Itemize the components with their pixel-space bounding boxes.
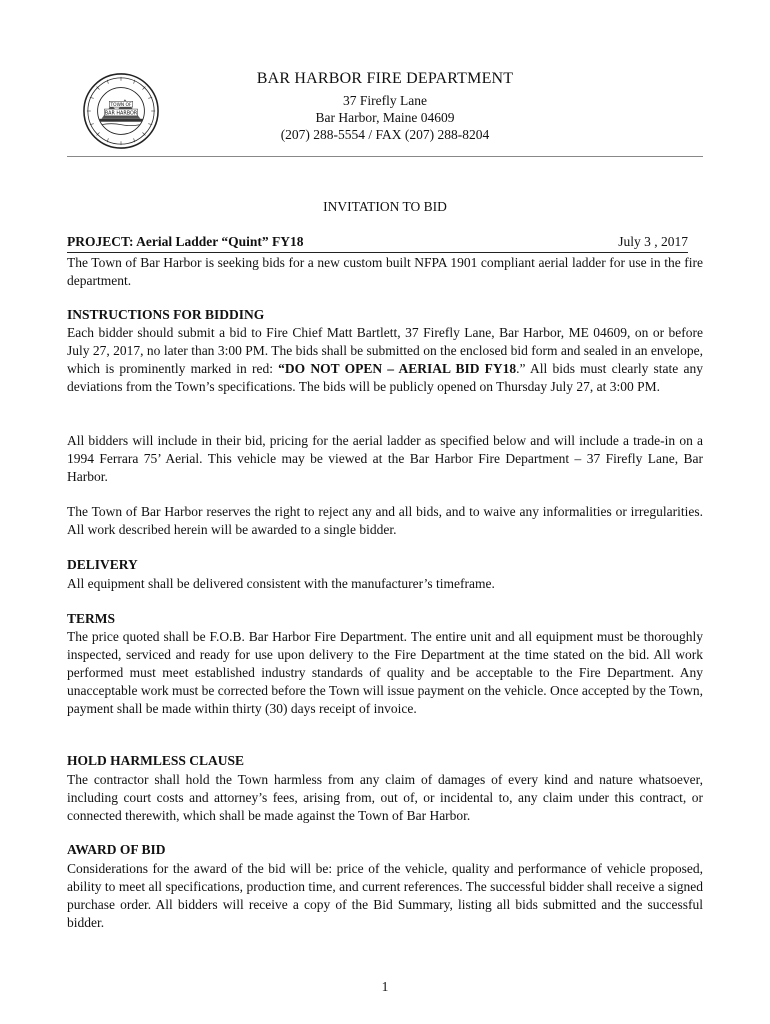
instructions-p1-text-a: Each bidder should submit a bid to Fire Chief Matt Bartlett, 37 Firefly Lane, Bar Harbor, ME 04609, on or before July 27, 2017, no later than 3:00 PM. The bids shall be submitted on the enclosed bid form and sealed in an envelope, which is prominently marked in red: — [67, 325, 703, 376]
address-line-1: 37 Firefly Lane — [343, 93, 427, 108]
page-number: 1 — [381, 979, 389, 994]
address-line-2: Bar Harbor, Maine 04609 — [315, 110, 455, 125]
instructions-paragraph-2: All bidders will include in their bid, pricing for the aerial ladder as specified below and will include a trade-in on a 1994 Ferrara 75’ Aerial. This vehicle may be viewed at the Bar Harbor Fire Department – 37 Firefly Lane, Bar Harbor. — [67, 433, 703, 484]
instructions-heading: INSTRUCTIONS FOR BIDDING — [67, 307, 265, 322]
document-title: INVITATION TO BID — [323, 199, 447, 214]
project-label: PROJECT: Aerial Ladder “Quint” FY18 — [67, 234, 304, 249]
project-date: July 3 , 2017 — [618, 234, 688, 249]
terms-paragraph: The price quoted shall be F.O.B. Bar Harbor Fire Department. The entire unit and all equipment must be thoroughly inspected, serviced and ready for use upon delivery to the Fire Department at the time stated on the bid. All work performed must meet established industry standards of quality and be acceptable to the Fire Department. Any unacceptable work must be corrected before the Town will issue payment on the vehicle. Once accepted by the Town, payment shall be made within thirty (30) days receipt of invoice. — [67, 629, 703, 716]
award-heading: AWARD OF BID — [67, 842, 166, 857]
org-name: BAR HARBOR FIRE DEPARTMENT — [256, 70, 514, 87]
hold-harmless-paragraph: The contractor shall hold the Town harmless from any claim of damages of every kind and nature whatsoever, including court costs and attorney’s fees, arising from, out of, or incidental to, any claim under this contract, or connected therewith, which shall be made against the Town of Bar Harbor. — [67, 772, 703, 823]
town-seal-logo — [82, 72, 160, 150]
instructions-paragraph-3: The Town of Bar Harbor reserves the right to reject any and all bids, and to waive any informalities or irregularities. All work described herein will be awarded to a single bidder. — [67, 504, 703, 537]
instructions-paragraph-1 — [67, 324, 703, 396]
award-paragraph: Considerations for the award of the bid will be: price of the vehicle, quality and performance of vehicle proposed, ability to meet all specifications, production time, and current references. The successful bidder shall receive a signed purchase order. All bidders will receive a copy of the Bid Summary, listing all bids submitted and the successful bidder. — [67, 861, 703, 930]
terms-heading: TERMS — [67, 611, 116, 626]
project-line — [67, 234, 688, 253]
instructions-p1-text-b: .” All bids must clearly state any deviations from the Town’s specifications. The bids will be publicly opened on Thursday July 27, at 3:00 PM. — [67, 360, 703, 394]
svg-text:TOWN OF: TOWN OF — [110, 103, 132, 109]
svg-text:BAR HARBOR: BAR HARBOR — [104, 110, 138, 117]
instructions-p1-marking: “DO NOT OPEN – AERIAL BID FY18 — [278, 360, 517, 376]
hold-harmless-heading: HOLD HARMLESS CLAUSE — [67, 753, 245, 768]
header-divider — [67, 156, 703, 157]
delivery-heading: DELIVERY — [67, 557, 138, 572]
delivery-paragraph: All equipment shall be delivered consistent with the manufacturer’s timeframe. — [67, 576, 495, 591]
phone-fax: (207) 288-5554 / FAX (207) 288-8204 — [280, 127, 490, 142]
intro-paragraph: The Town of Bar Harbor is seeking bids for a new custom built NFPA 1901 compliant aerial ladder for use in the fire department. — [67, 255, 703, 288]
